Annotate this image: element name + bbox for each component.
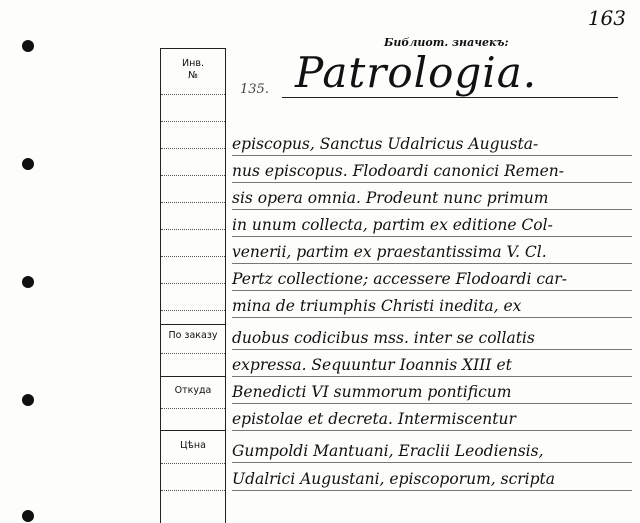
left-ruled-line <box>161 202 225 203</box>
text-baseline <box>232 290 632 291</box>
left-ruled-line <box>161 353 225 354</box>
price-label: Цѣна <box>180 440 206 451</box>
origin-label: Откуда <box>174 385 212 396</box>
text-baseline <box>232 209 632 210</box>
text-baseline <box>232 462 632 463</box>
left-column-top <box>160 48 226 49</box>
text-line-1: episcopus, Sanctus Udalricus Augusta- <box>232 135 539 153</box>
left-ruled-line <box>161 121 225 122</box>
text-line-12: Gumpoldi Mantuani, Eraclii Leodiensis, <box>232 442 544 460</box>
title-underline <box>282 97 618 98</box>
number-sign: № <box>188 70 198 81</box>
left-ruled-line <box>161 463 225 464</box>
text-line-9: expressa. Sequuntur Ioannis XIII et <box>232 356 512 374</box>
page-number: 163 <box>587 6 626 30</box>
left-column-border-left <box>160 48 161 523</box>
punch-hole-4 <box>22 394 34 406</box>
left-column-border-right <box>225 48 226 523</box>
text-baseline <box>232 236 632 237</box>
text-line-8: duobus codicibus mss. inter se collatis <box>232 329 535 347</box>
section-line <box>160 430 226 431</box>
left-ruled-line <box>161 490 225 491</box>
text-baseline <box>232 155 632 156</box>
left-ruled-line <box>161 175 225 176</box>
left-ruled-line <box>161 94 225 95</box>
text-line-11: epistolae et decreta. Intermiscentur <box>232 410 516 428</box>
text-line-13: Udalrici Augustani, episcoporum, scripta <box>232 470 556 488</box>
left-ruled-line <box>161 283 225 284</box>
left-ruled-line <box>161 408 225 409</box>
catalog-mark: 135. <box>240 82 269 97</box>
text-baseline <box>232 403 632 404</box>
order-label: По заказу <box>168 330 218 341</box>
section-line <box>160 376 226 377</box>
left-ruled-line <box>161 148 225 149</box>
text-line-7: mina de triumphis Christi inedita, ex <box>232 297 522 315</box>
left-ruled-line <box>161 256 225 257</box>
left-ruled-line <box>161 229 225 230</box>
text-baseline <box>232 349 632 350</box>
text-baseline <box>232 376 632 377</box>
text-baseline <box>232 430 632 431</box>
text-baseline <box>232 317 632 318</box>
text-line-10: Benedicti VI summorum pontificum <box>232 383 512 401</box>
text-line-5: venerii, partim ex praestantissima V. Cl. <box>232 243 547 261</box>
text-line-2: nus episcopus. Flodoardi canonici Remen- <box>232 162 565 180</box>
punch-hole-1 <box>22 40 34 52</box>
text-baseline <box>232 182 632 183</box>
library-mark-label: Библиот. значекъ: <box>384 36 509 49</box>
text-baseline <box>232 490 632 491</box>
text-line-6: Pertz collectione; accessere Flodoardi car- <box>232 270 567 288</box>
punch-hole-2 <box>22 158 34 170</box>
text-line-3: sis opera omnia. Prodeunt nunc primum <box>232 189 549 207</box>
punch-hole-5 <box>22 510 34 522</box>
card-title: Patrologia. <box>295 48 538 97</box>
text-line-4: in unum collecta, partim ex editione Col- <box>232 216 553 234</box>
inv-label: Инв. <box>182 58 204 69</box>
section-line <box>160 324 226 325</box>
punch-hole-3 <box>22 276 34 288</box>
left-ruled-line <box>161 310 225 311</box>
text-baseline <box>232 263 632 264</box>
